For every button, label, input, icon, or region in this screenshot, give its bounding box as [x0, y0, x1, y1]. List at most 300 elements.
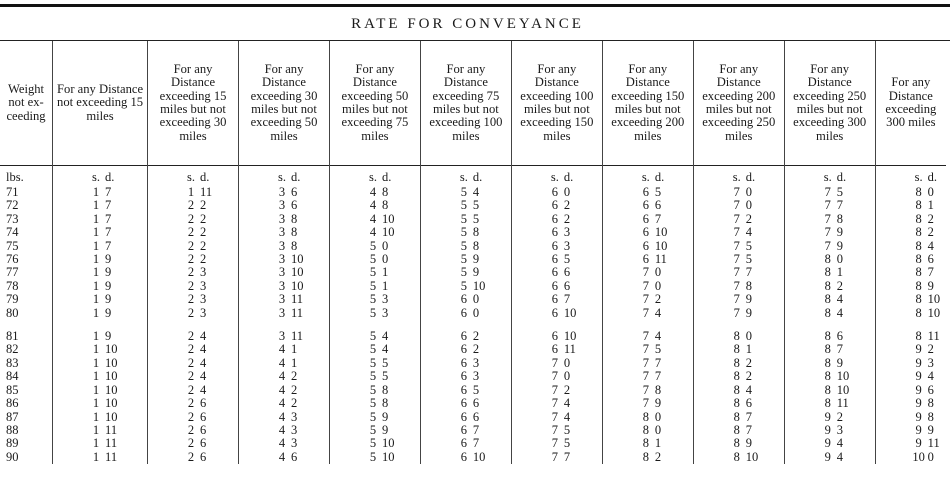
shillings-value: 3	[278, 305, 286, 320]
pence-value: 1	[745, 342, 753, 357]
rate-cell	[875, 424, 946, 437]
shillings-value: 5	[460, 252, 468, 267]
shillings-value: 8	[824, 396, 831, 411]
shillings-value: 5	[369, 369, 377, 384]
table-row	[0, 240, 946, 253]
shillings-value: 7	[642, 382, 649, 397]
shillings-value: 8	[733, 422, 740, 437]
rate-cell	[693, 384, 784, 397]
pence-value: 6	[836, 329, 843, 344]
shillings-value: 9	[915, 369, 922, 384]
pence-value: 8	[927, 409, 934, 424]
shillings-value: 8	[915, 329, 922, 344]
rate-cell	[53, 384, 148, 397]
pence-value: 4	[745, 225, 753, 240]
shillings-value: 8	[915, 198, 922, 213]
pence-value: 3	[563, 225, 571, 240]
rate-cell	[53, 280, 148, 293]
rate-cell	[875, 226, 946, 239]
shillings-value: 5	[369, 436, 377, 451]
gap-cell	[53, 320, 148, 330]
pence-value: 10	[654, 225, 668, 240]
rate-cell	[53, 411, 148, 424]
rate-cell	[329, 226, 420, 239]
shillings-value: 8	[824, 369, 831, 384]
pence-value: 7	[105, 185, 112, 199]
shillings-value: 7	[824, 225, 831, 240]
pence-value: 0	[836, 252, 843, 267]
rate-cell	[875, 240, 946, 253]
rate-cell	[239, 370, 330, 383]
pence-value: 10	[654, 238, 668, 253]
pence-value: 8	[472, 238, 480, 253]
currency-unit-cell	[420, 166, 511, 187]
pence-value: 11	[105, 449, 118, 464]
shillings-value: 3	[278, 329, 286, 344]
pence-value: 0	[563, 355, 571, 370]
rate-cell	[784, 384, 875, 397]
shillings-unit: s.	[732, 170, 741, 185]
shillings-value: 2	[187, 292, 195, 307]
shillings-value: 6	[460, 382, 468, 397]
weight-cell: 87	[6, 409, 19, 424]
rate-cell	[511, 437, 602, 450]
pence-value: 9	[381, 409, 389, 424]
shillings-value: 7	[642, 305, 649, 320]
pence-value: 9	[105, 305, 112, 320]
shillings-value: 3	[278, 292, 286, 307]
rate-cell	[511, 370, 602, 383]
shillings-value: 6	[460, 436, 468, 451]
rate-cell	[148, 370, 239, 383]
shillings-value: 8	[733, 449, 740, 464]
shillings-value: 8	[733, 355, 740, 370]
pence-value: 0	[381, 238, 389, 253]
shillings-value: 3	[278, 252, 286, 267]
shillings-value: 4	[278, 422, 286, 437]
table-row	[0, 330, 946, 343]
rate-cell	[784, 437, 875, 450]
rate-cell	[329, 307, 420, 320]
shillings-value: 7	[733, 225, 740, 240]
shillings-value: 6	[551, 305, 558, 320]
rate-cell	[329, 384, 420, 397]
shillings-value: 6	[460, 355, 468, 370]
pence-value: 4	[654, 305, 662, 320]
rate-cell	[329, 343, 420, 356]
rate-cell	[784, 253, 875, 266]
pence-value: 4	[563, 396, 571, 411]
pence-value: 0	[472, 292, 480, 307]
pence-unit: d.	[836, 170, 847, 185]
rate-cell	[53, 424, 148, 437]
rate-cell	[53, 397, 148, 410]
rate-cell	[420, 357, 511, 370]
currency-unit-cell	[239, 166, 330, 187]
pence-value: 4	[200, 342, 207, 357]
shillings-value: 1	[92, 449, 100, 464]
shillings-value: 6	[551, 329, 558, 344]
shillings-value: 8	[733, 409, 740, 424]
shillings-value: 1	[92, 329, 100, 344]
rate-cell	[53, 213, 148, 226]
shillings-value: 5	[369, 396, 377, 411]
pence-value: 9	[105, 329, 112, 344]
shillings-value: 7	[642, 355, 649, 370]
shillings-value: 4	[278, 355, 286, 370]
pence-value: 2	[654, 449, 662, 464]
rate-cell	[511, 384, 602, 397]
shillings-value: 5	[460, 265, 468, 280]
shillings-value: 1	[92, 278, 100, 293]
shillings-value: 9	[915, 422, 922, 437]
shillings-value: 2	[187, 369, 195, 384]
pence-value: 7	[745, 422, 753, 437]
pence-value: 9	[105, 278, 112, 293]
table-row	[0, 199, 946, 212]
shillings-value: 8	[915, 238, 922, 253]
shillings-value: 7	[642, 342, 649, 357]
rate-cell	[148, 411, 239, 424]
rate-cell	[693, 330, 784, 343]
pence-value: 7	[836, 198, 843, 213]
rate-cell	[148, 280, 239, 293]
rate-cell	[784, 357, 875, 370]
pence-value: 8	[291, 211, 298, 226]
pence-value: 7	[472, 436, 480, 451]
rate-cell	[693, 199, 784, 212]
header-row	[0, 41, 946, 166]
pence-value: 3	[836, 422, 843, 437]
pence-unit: d.	[381, 170, 392, 185]
shillings-value: 9	[915, 342, 922, 357]
table-row	[0, 266, 946, 279]
shillings-value: 2	[187, 198, 195, 213]
shillings-value: 7	[642, 329, 649, 344]
pence-value: 4	[836, 449, 843, 464]
pence-unit: d.	[654, 170, 665, 185]
pence-value: 6	[200, 409, 207, 424]
table-row	[0, 293, 946, 306]
rate-cell	[420, 266, 511, 279]
rate-cell	[239, 437, 330, 450]
rate-cell	[693, 397, 784, 410]
rate-cell	[693, 213, 784, 226]
shillings-value: 6	[460, 422, 468, 437]
pence-value: 10	[836, 369, 850, 384]
rate-cell	[693, 437, 784, 450]
rate-cell	[420, 397, 511, 410]
rate-cell	[329, 293, 420, 306]
pence-value: 9	[836, 238, 843, 253]
shillings-value: 8	[824, 305, 831, 320]
pence-value: 7	[654, 369, 662, 384]
rate-cell	[511, 240, 602, 253]
pence-value: 6	[291, 198, 298, 213]
shillings-value: 4	[278, 436, 286, 451]
pence-value: 9	[105, 265, 112, 280]
rate-cell	[511, 330, 602, 343]
rate-cell	[602, 370, 693, 383]
shillings-value: 9	[915, 355, 922, 370]
shillings-value: 8	[915, 225, 922, 240]
rate-cell	[239, 357, 330, 370]
pence-value: 2	[200, 198, 207, 213]
shillings-value: 5	[369, 305, 377, 320]
rate-cell	[239, 186, 330, 199]
shillings-value: 8	[824, 292, 831, 307]
shillings-value: 5	[369, 252, 377, 267]
shillings-value: 3	[278, 265, 286, 280]
shillings-value: 8	[915, 278, 922, 293]
pence-value: 5	[381, 355, 389, 370]
pence-value: 2	[745, 355, 753, 370]
rate-cell	[693, 280, 784, 293]
rate-cell	[693, 370, 784, 383]
shillings-value: 9	[915, 382, 922, 397]
pence-value: 11	[927, 436, 940, 451]
pence-value: 3	[381, 305, 389, 320]
table-row	[0, 424, 946, 437]
rate-cell	[875, 186, 946, 199]
pence-value: 2	[472, 342, 480, 357]
rate-cell	[875, 397, 946, 410]
pence-value: 5	[654, 342, 662, 357]
table-row	[0, 411, 946, 424]
shillings-value: 4	[278, 342, 286, 357]
weight-cell: 81	[6, 329, 19, 344]
shillings-value: 6	[642, 185, 649, 199]
pence-value: 2	[563, 198, 571, 213]
pence-value: 4	[200, 355, 207, 370]
shillings-value: 8	[824, 342, 831, 357]
rate-cell	[784, 397, 875, 410]
shillings-value: 6	[642, 198, 649, 213]
pence-value: 7	[105, 238, 112, 253]
pence-value: 10	[105, 369, 118, 384]
pence-value: 2	[927, 225, 934, 240]
shillings-value: 7	[551, 355, 558, 370]
shillings-value: 7	[551, 396, 558, 411]
pence-value: 10	[105, 342, 118, 357]
rate-cell	[875, 266, 946, 279]
shillings-value: 5	[369, 449, 377, 464]
weight-cell: 89	[6, 436, 19, 451]
rate-cell	[329, 240, 420, 253]
rate-cell	[511, 451, 602, 464]
pence-value: 3	[200, 292, 207, 307]
rate-cell	[784, 186, 875, 199]
shillings-value: 7	[733, 211, 740, 226]
pence-value: 6	[654, 198, 662, 213]
pence-value: 6	[927, 252, 934, 267]
pence-value: 2	[200, 225, 207, 240]
shillings-unit: s.	[278, 170, 286, 185]
pence-value: 7	[745, 265, 753, 280]
rate-cell	[693, 226, 784, 239]
column-header-distance-5: For any Distance exceeding 75 miles but not exceeding 100 miles	[420, 41, 511, 166]
pence-value: 3	[200, 278, 207, 293]
shillings-value: 8	[915, 185, 922, 199]
pence-value: 10	[836, 382, 850, 397]
currency-unit-cell	[602, 166, 693, 187]
shillings-value: 2	[187, 329, 195, 344]
table-row	[0, 280, 946, 293]
shillings-value: 2	[187, 422, 195, 437]
pence-value: 7	[927, 265, 934, 280]
shillings-value: 1	[92, 265, 100, 280]
rate-cell	[511, 199, 602, 212]
currency-unit-cell	[693, 166, 784, 187]
pence-value: 8	[927, 396, 934, 411]
rate-cell	[239, 424, 330, 437]
pence-value: 0	[745, 198, 753, 213]
rate-cell	[53, 293, 148, 306]
pence-value: 5	[381, 369, 389, 384]
shillings-value: 7	[733, 185, 740, 199]
rate-cell	[602, 451, 693, 464]
rate-cell	[329, 437, 420, 450]
pence-value: 2	[836, 278, 843, 293]
rate-cell	[602, 186, 693, 199]
pence-value: 3	[927, 355, 934, 370]
pence-value: 9	[745, 305, 753, 320]
pence-value: 5	[654, 185, 662, 199]
rate-cell	[329, 411, 420, 424]
rate-cell	[420, 226, 511, 239]
pence-value: 9	[745, 292, 753, 307]
rate-cell	[53, 330, 148, 343]
pence-value: 5	[472, 211, 480, 226]
pence-value: 2	[563, 382, 571, 397]
rate-cell	[602, 213, 693, 226]
rate-cell	[693, 186, 784, 199]
shillings-value: 5	[460, 211, 468, 226]
shillings-value: 2	[187, 382, 195, 397]
pence-value: 1	[291, 355, 298, 370]
pence-value: 2	[291, 369, 298, 384]
shillings-value: 4	[369, 198, 377, 213]
rate-cell	[420, 293, 511, 306]
shillings-value: 5	[369, 238, 377, 253]
rate-cell	[602, 357, 693, 370]
rate-cell	[329, 253, 420, 266]
pence-value: 5	[563, 252, 571, 267]
pence-value: 6	[563, 278, 571, 293]
currency-unit-cell	[511, 166, 602, 187]
rate-cell	[784, 213, 875, 226]
rate-cell	[148, 384, 239, 397]
pence-value: 10	[563, 305, 577, 320]
shillings-value: 5	[369, 265, 377, 280]
rate-cell	[329, 370, 420, 383]
pence-value: 2	[836, 409, 843, 424]
shillings-value: 9	[824, 449, 831, 464]
rate-cell	[602, 226, 693, 239]
shillings-value: 2	[187, 238, 195, 253]
shillings-value: 8	[915, 305, 922, 320]
rate-cell	[420, 240, 511, 253]
rate-cell	[784, 343, 875, 356]
shillings-value: 1	[92, 185, 100, 199]
shillings-value: 7	[642, 278, 649, 293]
rate-cell	[511, 226, 602, 239]
rate-cell	[602, 397, 693, 410]
rate-cell	[420, 253, 511, 266]
shillings-value: 1	[92, 382, 100, 397]
shillings-value: 6	[551, 211, 558, 226]
shillings-value: 7	[642, 265, 649, 280]
pence-unit: d.	[472, 170, 483, 185]
rate-cell	[239, 397, 330, 410]
pence-value: 6	[745, 396, 753, 411]
rate-cell	[420, 186, 511, 199]
pence-value: 4	[836, 305, 843, 320]
pence-value: 3	[472, 355, 480, 370]
rate-cell	[602, 343, 693, 356]
pence-value: 10	[105, 409, 118, 424]
rate-cell	[148, 199, 239, 212]
column-header-distance-1: For any Distance not exceeding 15 miles	[53, 41, 148, 166]
table-row	[0, 437, 946, 450]
shillings-value: 5	[369, 342, 377, 357]
pence-value: 4	[654, 329, 662, 344]
pence-value: 3	[381, 292, 389, 307]
weight-cell: 86	[6, 396, 19, 411]
rate-cell	[784, 451, 875, 464]
rate-cell	[875, 280, 946, 293]
shillings-value: 6	[551, 265, 558, 280]
weight-cell: 76	[6, 252, 19, 267]
shillings-value: 6	[551, 185, 558, 199]
rate-cell	[875, 411, 946, 424]
pence-value: 7	[105, 225, 112, 240]
shillings-value: 3	[278, 211, 286, 226]
pence-value: 10	[745, 449, 759, 464]
rate-cell	[511, 343, 602, 356]
weight-cell: 84	[6, 369, 19, 384]
shillings-value: 7	[824, 198, 831, 213]
shillings-value: 2	[187, 305, 195, 320]
rate-cell	[329, 424, 420, 437]
table-row	[0, 226, 946, 239]
rate-cell	[148, 186, 239, 199]
pence-value: 0	[654, 422, 662, 437]
pence-value: 6	[472, 409, 480, 424]
weight-cell: 71	[6, 185, 19, 199]
rate-cell	[239, 343, 330, 356]
pence-value: 1	[836, 265, 843, 280]
pence-value: 1	[381, 278, 389, 293]
shillings-value: 1	[92, 369, 100, 384]
pence-value: 6	[927, 382, 934, 397]
pence-value: 4	[381, 329, 389, 344]
pence-value: 1	[291, 342, 298, 357]
shillings-unit: s.	[823, 170, 832, 185]
shillings-value: 6	[551, 292, 558, 307]
column-header-distance-10: For any Distance exceeding 300 miles	[875, 41, 946, 166]
shillings-value: 9	[824, 436, 831, 451]
shillings-value: 7	[551, 369, 558, 384]
pence-value: 10	[472, 449, 486, 464]
units-row	[0, 166, 946, 187]
weight-cell: 80	[6, 305, 19, 320]
rate-cell	[602, 437, 693, 450]
pence-value: 11	[291, 305, 304, 320]
shillings-value: 8	[824, 252, 831, 267]
shillings-value: 5	[369, 409, 377, 424]
pence-value: 4	[200, 382, 207, 397]
